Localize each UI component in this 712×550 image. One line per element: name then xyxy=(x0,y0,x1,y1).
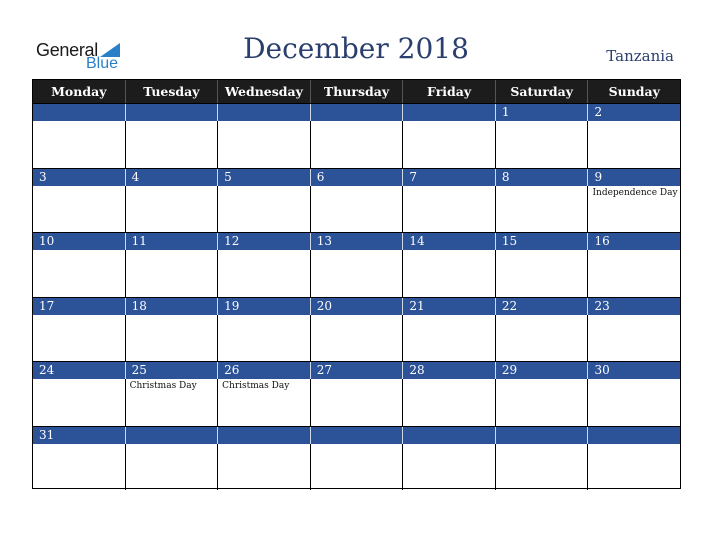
week-date-bar xyxy=(33,297,680,315)
day-number: 3 xyxy=(33,169,126,186)
day-number: 28 xyxy=(403,362,496,379)
day-cell xyxy=(496,444,589,491)
day-number xyxy=(126,427,219,444)
day-number: 11 xyxy=(126,233,219,250)
day-cell xyxy=(218,315,311,362)
day-number xyxy=(126,104,219,121)
day-cell xyxy=(496,379,589,426)
day-cell xyxy=(496,315,589,362)
week-row xyxy=(33,297,680,362)
day-cell xyxy=(218,250,311,297)
day-cell xyxy=(496,186,589,233)
day-number: 2 xyxy=(594,105,603,119)
day-number xyxy=(588,427,680,444)
week-body xyxy=(33,186,680,233)
week-body xyxy=(33,444,680,491)
day-cell xyxy=(33,186,126,233)
day-cell xyxy=(126,121,219,168)
weeks-container xyxy=(33,103,680,490)
day-number: 13 xyxy=(311,233,404,250)
day-number: 18 xyxy=(126,298,219,315)
day-cell xyxy=(588,444,680,491)
week-body xyxy=(33,379,680,426)
day-number: 17 xyxy=(33,298,126,315)
day-number: 16 xyxy=(594,234,610,248)
calendar-title: December 2018 xyxy=(243,32,469,65)
day-cell xyxy=(126,444,219,491)
day-cell xyxy=(311,315,404,362)
weekday-tuesday: Tuesday xyxy=(126,80,219,103)
day-cell xyxy=(403,379,496,426)
day-number: 23 xyxy=(594,298,610,313)
weekday-thursday: Thursday xyxy=(311,80,404,103)
day-cell xyxy=(403,444,496,491)
day-cell xyxy=(218,186,311,233)
day-cell xyxy=(218,444,311,491)
day-cell xyxy=(218,379,311,426)
day-number: 26 xyxy=(218,362,311,379)
day-number: 7 xyxy=(403,169,496,186)
day-number: 9 xyxy=(594,169,603,184)
day-number: 27 xyxy=(311,362,404,379)
week-date-bar xyxy=(33,426,680,444)
day-number: 31 xyxy=(33,427,126,444)
day-number: 19 xyxy=(218,298,311,315)
holiday-label: Christmas Day xyxy=(222,381,290,391)
day-number: 20 xyxy=(311,298,404,315)
day-cell xyxy=(403,121,496,168)
day-number xyxy=(311,104,404,121)
day-number: 15 xyxy=(496,233,589,250)
day-cell xyxy=(33,121,126,168)
weekday-wednesday: Wednesday xyxy=(218,80,311,103)
day-cell xyxy=(588,186,680,233)
weekday-monday: Monday xyxy=(33,80,126,103)
day-cell xyxy=(403,186,496,233)
day-cell xyxy=(33,315,126,362)
calendar-grid xyxy=(32,79,681,489)
week-row xyxy=(33,361,680,426)
day-cell xyxy=(311,186,404,233)
day-number: 30 xyxy=(594,363,610,377)
holiday-label: Independence Day xyxy=(592,187,678,198)
week-body xyxy=(33,315,680,362)
day-cell xyxy=(33,379,126,426)
week-row xyxy=(33,426,680,491)
weekday-header-row xyxy=(33,80,680,103)
day-number xyxy=(496,427,589,444)
logo-blue-text: Blue xyxy=(86,55,119,72)
day-cell xyxy=(311,444,404,491)
day-number: 21 xyxy=(403,298,496,315)
day-cell xyxy=(311,121,404,168)
weekday-saturday: Saturday xyxy=(496,80,589,103)
day-number xyxy=(218,104,311,121)
day-cell xyxy=(218,121,311,168)
day-cell xyxy=(403,315,496,362)
day-cell xyxy=(403,250,496,297)
week-date-bar xyxy=(33,232,680,250)
day-number: 8 xyxy=(496,169,589,186)
day-cell xyxy=(588,379,680,426)
day-cell xyxy=(126,315,219,362)
week-body xyxy=(33,121,680,168)
day-cell xyxy=(33,444,126,491)
weekday-friday: Friday xyxy=(403,80,496,103)
week-row xyxy=(33,103,680,168)
day-number: 10 xyxy=(33,233,126,250)
day-cell xyxy=(126,250,219,297)
day-number: 14 xyxy=(403,233,496,250)
day-cell xyxy=(588,121,680,168)
day-cell xyxy=(588,250,680,297)
day-cell xyxy=(496,250,589,297)
week-row xyxy=(33,232,680,297)
holiday-label: Christmas Day xyxy=(129,381,197,391)
day-number: 1 xyxy=(496,104,589,121)
week-date-bar xyxy=(33,103,680,121)
day-cell xyxy=(496,121,589,168)
day-number: 29 xyxy=(496,362,589,379)
day-cell xyxy=(33,250,126,297)
day-number: 22 xyxy=(496,298,589,315)
week-date-bar xyxy=(33,361,680,379)
day-number: 4 xyxy=(126,169,219,186)
day-cell xyxy=(588,315,680,362)
day-number: 6 xyxy=(311,169,404,186)
week-row xyxy=(33,168,680,233)
logo-general-text: General xyxy=(36,40,98,60)
day-number xyxy=(403,104,496,121)
day-number: 24 xyxy=(33,362,126,379)
day-number xyxy=(403,427,496,444)
day-number xyxy=(311,427,404,444)
country-label: Tanzania xyxy=(606,47,674,65)
day-cell xyxy=(311,379,404,426)
day-cell xyxy=(126,379,219,426)
day-number: 5 xyxy=(218,169,311,186)
day-cell xyxy=(126,186,219,233)
day-number: 12 xyxy=(218,233,311,250)
day-cell xyxy=(311,250,404,297)
day-number: 25 xyxy=(126,362,219,379)
week-date-bar xyxy=(33,168,680,186)
day-number xyxy=(33,104,126,121)
weekday-sunday: Sunday xyxy=(608,84,660,99)
day-number xyxy=(218,427,311,444)
week-body xyxy=(33,250,680,297)
